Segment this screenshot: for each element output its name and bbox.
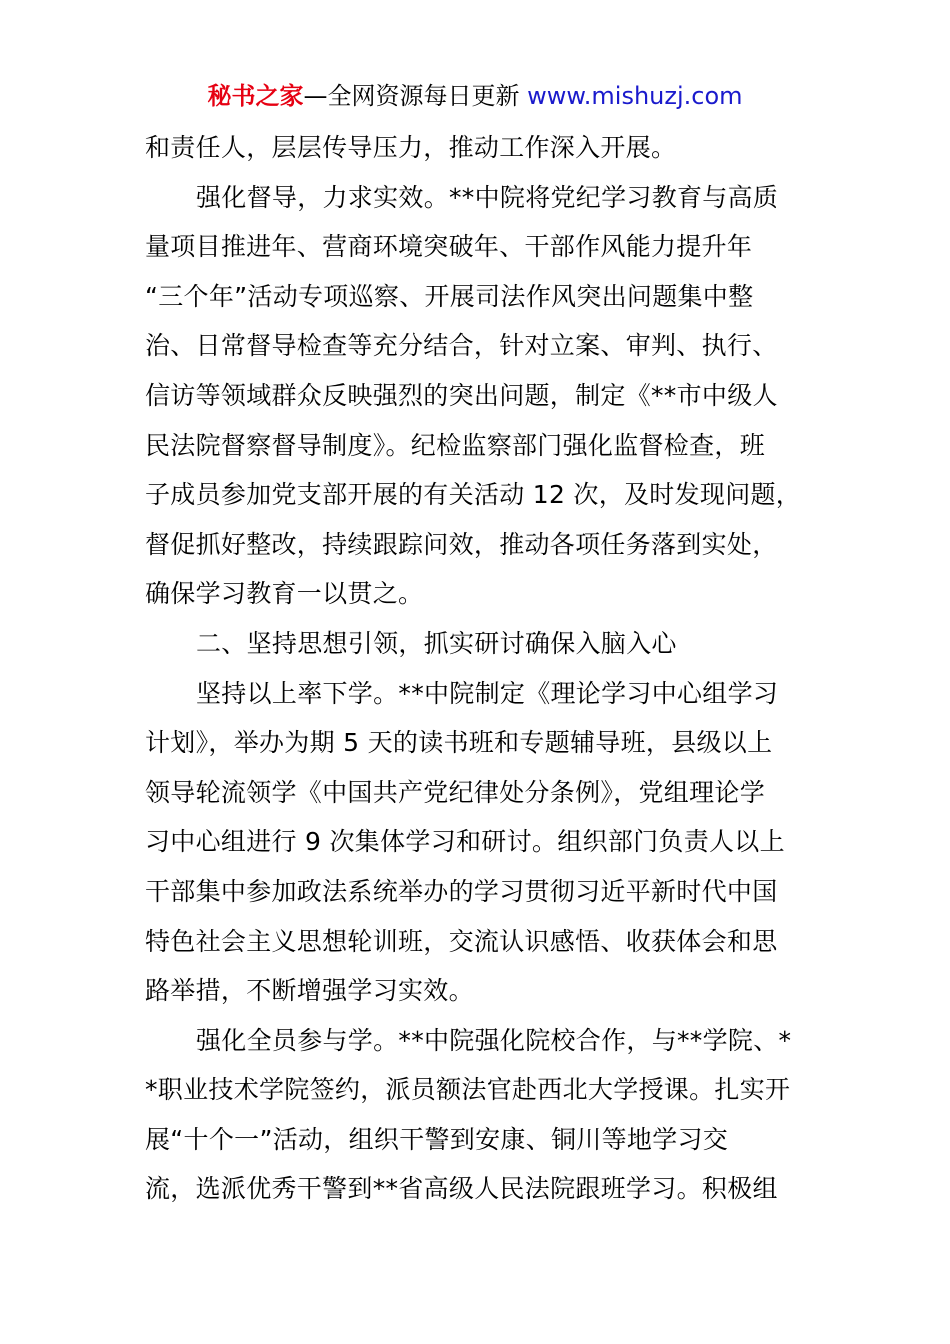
text-line: 量项目推进年、营商环境突破年、干部作风能力提升年 <box>145 232 753 262</box>
text-line: 治、日常督导检查等充分结合，针对立案、审判、执行、 <box>145 331 778 361</box>
text-line: 展“十个一”活动，组织干警到安康、铜川等地学习交 <box>145 1124 729 1154</box>
section-heading: 二、坚持思想引领，抓实研讨确保入脑入心 <box>196 628 677 658</box>
site-url-link[interactable]: www.mishuzj.com <box>527 82 743 110</box>
brand-name: 秘书之家 <box>207 82 304 110</box>
document-body <box>145 123 813 1214</box>
text-line: 计划》，举办为期 5 天的读书班和专题辅导班，县级以上 <box>145 728 773 758</box>
text-line: *职业技术学院签约，派员额法官赴西北大学授课。扎实开 <box>145 1075 791 1105</box>
text-line: 强化督导，力求实效。**中院将党纪学习教育与高质 <box>196 182 779 212</box>
text-line: 干部集中参加政法系统举办的学习贯彻习近平新时代中国 <box>145 876 778 906</box>
text-line: 督促抓好整改，持续跟踪问效，推动各项任务落到实处， <box>145 529 778 559</box>
text-line: “三个年”活动专项巡察、开展司法作风突出问题集中整 <box>145 281 754 311</box>
text-line: 和责任人，层层传导压力，推动工作深入开展。 <box>145 133 677 162</box>
text-line: 信访等领域群众反映强烈的突出问题，制定《**市中级人 <box>145 380 778 410</box>
text-line: 强化全员参与学。**中院强化院校合作，与**学院、* <box>196 1025 792 1055</box>
text-line: 领导轮流领学《中国共产党纪律处分条例》，党组理论学 <box>145 777 766 807</box>
text-line: 流，选派优秀干警到**省高级人民法院跟班学习。积极组 <box>145 1174 778 1204</box>
header-tagline: —全网资源每日更新 <box>303 82 528 110</box>
text-line: 特色社会主义思想轮训班，交流认识感悟、收获体会和思 <box>145 926 778 956</box>
text-line: 子成员参加党支部开展的有关活动 12 次，及时发现问题， <box>145 480 802 510</box>
page-header <box>0 80 950 112</box>
text-line: 习中心组进行 9 次集体学习和研讨。组织部门负责人以上 <box>145 827 785 857</box>
text-line: 民法院督察督导制度》。纪检监察部门强化监督检查，班 <box>145 430 766 460</box>
text-line: 坚持以上率下学。**中院制定《理论学习中心组学习 <box>196 678 779 708</box>
text-line: 确保学习教育一以贯之。 <box>145 579 424 609</box>
text-line: 路举措，不断增强学习实效。 <box>145 976 474 1006</box>
